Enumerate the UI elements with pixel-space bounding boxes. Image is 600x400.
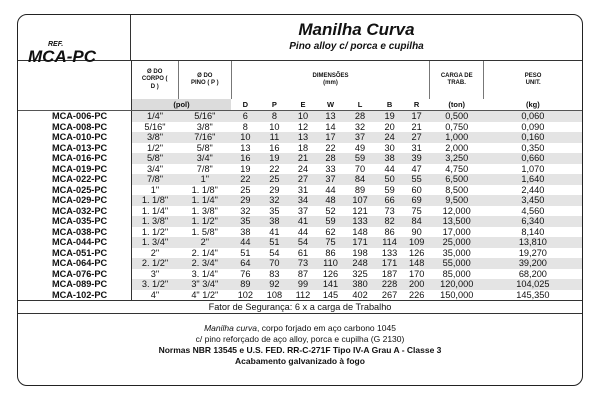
cell-r: 200 xyxy=(404,279,430,290)
cell-corpo: 3/8" xyxy=(131,132,178,143)
cell-pino: 2. 1/4" xyxy=(191,247,218,258)
cell-l: 89 xyxy=(354,184,366,195)
cell-e: 112 xyxy=(295,289,311,300)
cell-pino: 2" xyxy=(178,237,231,248)
table-row xyxy=(18,164,582,175)
cell-p: 29 xyxy=(269,184,280,195)
cell-r: 17 xyxy=(404,111,430,122)
cell-l: 248 xyxy=(345,258,376,269)
table-row xyxy=(18,195,582,206)
unit-letter-r: R xyxy=(404,99,430,111)
cell-w: 62 xyxy=(325,226,336,237)
cell-b: 171 xyxy=(376,258,404,269)
cell-pino: 1. 3/8" xyxy=(191,205,218,216)
cell-ref: MCA-064-PC xyxy=(18,258,131,269)
spec-sheet xyxy=(17,14,583,386)
cell-carga: 55,000 xyxy=(430,258,484,269)
header-carga: CARGA DE TRAB. xyxy=(430,61,484,99)
table-row xyxy=(18,153,582,164)
cell-d: 32 xyxy=(240,205,251,216)
ref-code: MCA-PC xyxy=(28,47,96,66)
cell-r: 31 xyxy=(411,142,422,153)
cell-ref: MCA-008-PC xyxy=(18,122,131,133)
cell-carga: 150,000 xyxy=(440,289,474,300)
cell-pino: 5/8" xyxy=(196,142,213,153)
table-row xyxy=(18,269,582,280)
note-line-3: Normas NBR 13545 e U.S. FED. RR-C-271F Tipo IV-A Grau A - Classe 3 xyxy=(158,345,442,355)
cell-b: 44 xyxy=(384,163,395,174)
cell-l: 70 xyxy=(354,163,366,174)
cell-peso: 0,350 xyxy=(521,142,545,153)
cell-d: 13 xyxy=(240,142,251,153)
cell-carga: 13,500 xyxy=(430,216,484,227)
header-dimensoes: DIMENSÕES (mm) xyxy=(231,61,429,99)
cell-d: 35 xyxy=(231,216,259,227)
page-title: Manilha Curva xyxy=(298,20,415,39)
cell-carga: 25,000 xyxy=(430,237,484,248)
note-line-1-italic: Manilha curva xyxy=(204,323,257,333)
cell-r: 84 xyxy=(404,216,430,227)
cell-l: 107 xyxy=(345,195,376,206)
cell-corpo: 7/8" xyxy=(131,174,178,185)
cell-e: 87 xyxy=(297,268,309,279)
cell-peso: 0,060 xyxy=(484,111,582,122)
cell-e: 41 xyxy=(289,216,316,227)
cell-e: 31 xyxy=(297,184,309,195)
cell-peso: 2,440 xyxy=(521,184,545,195)
table-row xyxy=(18,290,582,301)
cell-w: 17 xyxy=(316,132,344,143)
cell-peso: 0,660 xyxy=(484,153,582,164)
cell-carga: 0,750 xyxy=(445,121,469,132)
cell-pino: 1. 5/8" xyxy=(191,226,218,237)
cell-e: 99 xyxy=(289,279,316,290)
cell-b: 187 xyxy=(381,268,398,279)
cell-e: 73 xyxy=(289,258,316,269)
cell-corpo: 3" xyxy=(150,268,160,279)
cell-b: 228 xyxy=(376,279,404,290)
cell-carga: 120,000 xyxy=(430,279,484,290)
cell-corpo: 2. 1/2" xyxy=(131,258,178,269)
cell-l: 28 xyxy=(345,111,376,122)
cell-pino: 7/16" xyxy=(178,132,231,143)
cell-p: 83 xyxy=(269,268,280,279)
note-line-2: c/ pino reforçado de aço alloy, porca e cupilha (G 2130) xyxy=(195,334,405,344)
cell-l: 59 xyxy=(345,153,376,164)
table-row xyxy=(18,122,582,133)
cell-d: 19 xyxy=(240,163,251,174)
table-row xyxy=(18,143,582,154)
cell-p: 32 xyxy=(259,195,289,206)
cell-p: 19 xyxy=(259,153,289,164)
cell-corpo: 1/4" xyxy=(131,111,178,122)
cell-d: 64 xyxy=(231,258,259,269)
cell-e: 24 xyxy=(297,163,309,174)
cell-b: 86 xyxy=(384,226,395,237)
cell-l: 133 xyxy=(345,216,376,227)
cell-corpo: 1. 1/8" xyxy=(131,195,178,206)
cell-w: 28 xyxy=(316,153,344,164)
cell-b: 19 xyxy=(376,111,404,122)
cell-l: 148 xyxy=(352,226,368,237)
cell-d: 8 xyxy=(242,121,248,132)
spec-table xyxy=(18,61,582,300)
cell-ref: MCA-013-PC xyxy=(18,143,131,154)
cell-r: 226 xyxy=(408,289,425,300)
cell-b: 73 xyxy=(384,205,395,216)
cell-pino: 3/4" xyxy=(178,153,231,164)
cell-corpo: 1" xyxy=(150,184,160,195)
header-pino: Ø DO PINO ( P ) xyxy=(178,61,231,99)
cell-p: 41 xyxy=(269,226,280,237)
cell-b: 66 xyxy=(376,195,404,206)
cell-w: 141 xyxy=(316,279,344,290)
cell-carga: 0,500 xyxy=(430,111,484,122)
cell-w: 52 xyxy=(325,205,336,216)
cell-w: 48 xyxy=(316,195,344,206)
cell-carga: 2,000 xyxy=(445,142,469,153)
cell-b: 30 xyxy=(384,142,395,153)
table-row xyxy=(18,206,582,217)
cell-pino: 7/8" xyxy=(196,163,213,174)
cell-r: 126 xyxy=(408,247,425,258)
cell-p: 22 xyxy=(269,163,280,174)
cell-w: 126 xyxy=(322,268,339,279)
table-row xyxy=(18,279,582,290)
cell-b: 59 xyxy=(384,184,395,195)
cell-peso: 13,810 xyxy=(484,237,582,248)
cell-d: 76 xyxy=(240,268,251,279)
cell-d: 89 xyxy=(231,279,259,290)
cell-peso: 8,140 xyxy=(521,226,545,237)
title-block xyxy=(131,15,582,60)
cell-e: 61 xyxy=(297,247,309,258)
notes-block xyxy=(18,314,582,367)
cell-r: 39 xyxy=(404,153,430,164)
cell-ref: MCA-022-PC xyxy=(18,174,131,185)
cell-peso: 39,200 xyxy=(484,258,582,269)
cell-d: 6 xyxy=(231,111,259,122)
cell-l: 121 xyxy=(352,205,368,216)
unit-letter-l: L xyxy=(345,99,376,111)
table-row xyxy=(18,111,582,122)
cell-peso: 19,270 xyxy=(518,247,547,258)
cell-corpo: 1. 3/8" xyxy=(131,216,178,227)
cell-d: 38 xyxy=(240,226,251,237)
cell-p: 10 xyxy=(269,121,280,132)
cell-ref: MCA-044-PC xyxy=(18,237,131,248)
cell-ref: MCA-029-PC xyxy=(18,195,131,206)
cell-d: 102 xyxy=(237,289,254,300)
page-subtitle: Pino alloy c/ porca e cupilha xyxy=(289,41,424,52)
cell-d: 10 xyxy=(231,132,259,143)
table-row xyxy=(18,237,582,248)
cell-carga: 9,500 xyxy=(430,195,484,206)
table-row xyxy=(18,216,582,227)
cell-e: 54 xyxy=(289,237,316,248)
cell-pino: 1. 1/4" xyxy=(178,195,231,206)
cell-l: 37 xyxy=(345,132,376,143)
unit-letter-w: W xyxy=(316,99,344,111)
cell-pino: 1. 1/2" xyxy=(178,216,231,227)
cell-w: 59 xyxy=(316,216,344,227)
cell-ref: MCA-035-PC xyxy=(18,216,131,227)
cell-corpo: 1. 3/4" xyxy=(131,237,178,248)
unit-letter-b: B xyxy=(376,99,404,111)
cell-pino: 2. 3/4" xyxy=(178,258,231,269)
cell-carga: 85,000 xyxy=(442,268,471,279)
cell-b: 82 xyxy=(376,216,404,227)
cell-b: 267 xyxy=(381,289,398,300)
cell-carga: 1,000 xyxy=(430,132,484,143)
cell-ref: MCA-016-PC xyxy=(18,153,131,164)
cell-p: 35 xyxy=(269,205,280,216)
cell-pino: 3. 1/4" xyxy=(191,268,218,279)
cell-carga: 6,500 xyxy=(430,174,484,185)
unit-row xyxy=(18,99,582,111)
cell-pino: 1" xyxy=(178,174,231,185)
cell-corpo: 5/16" xyxy=(144,121,166,132)
ref-cell xyxy=(18,15,131,66)
cell-b: 50 xyxy=(376,174,404,185)
cell-p: 92 xyxy=(259,279,289,290)
cell-b: 20 xyxy=(384,121,395,132)
cell-e: 13 xyxy=(289,132,316,143)
cell-peso: 104,025 xyxy=(484,279,582,290)
unit-letter-e: E xyxy=(289,99,316,111)
cell-pino: 3/8" xyxy=(196,121,213,132)
unit-letter-p: P xyxy=(259,99,289,111)
cell-l: 380 xyxy=(345,279,376,290)
cell-corpo: 1. 1/4" xyxy=(141,205,169,216)
cell-p: 51 xyxy=(259,237,289,248)
cell-l: 198 xyxy=(352,247,368,258)
unit-letter-d: D xyxy=(231,99,259,111)
cell-corpo: 4" xyxy=(150,289,160,300)
cell-p: 16 xyxy=(269,142,280,153)
cell-peso: 68,200 xyxy=(518,268,547,279)
cell-w: 145 xyxy=(322,289,339,300)
cell-ref: MCA-019-PC xyxy=(18,164,131,175)
cell-peso: 0,160 xyxy=(484,132,582,143)
cell-b: 114 xyxy=(376,237,404,248)
cell-w: 14 xyxy=(325,121,336,132)
cell-peso: 6,340 xyxy=(484,216,582,227)
cell-e: 34 xyxy=(289,195,316,206)
cell-l: 84 xyxy=(345,174,376,185)
cell-peso: 145,350 xyxy=(516,289,550,300)
cell-ref: MCA-102-PC xyxy=(18,290,131,301)
cell-r: 170 xyxy=(408,268,425,279)
cell-ref: MCA-025-PC xyxy=(18,185,131,196)
cell-carga: 17,000 xyxy=(442,226,471,237)
cell-carga: 4,750 xyxy=(445,163,469,174)
cell-ref: MCA-089-PC xyxy=(18,279,131,290)
cell-d: 22 xyxy=(231,174,259,185)
cell-w: 75 xyxy=(316,237,344,248)
cell-e: 12 xyxy=(297,121,309,132)
cell-corpo: 1. 1/2" xyxy=(141,226,169,237)
cell-corpo: 3. 1/2" xyxy=(131,279,178,290)
cell-pino: 5/16" xyxy=(178,111,231,122)
cell-corpo: 2" xyxy=(150,247,160,258)
cell-l: 49 xyxy=(354,142,366,153)
cell-w: 22 xyxy=(325,142,336,153)
cell-peso: 4,560 xyxy=(521,205,545,216)
cell-r: 90 xyxy=(411,226,422,237)
note-line-4: Acabamento galvanizado à fogo xyxy=(235,356,365,366)
cell-l: 402 xyxy=(352,289,368,300)
cell-r: 148 xyxy=(404,258,430,269)
cell-peso: 1,640 xyxy=(484,174,582,185)
cell-w: 33 xyxy=(325,163,336,174)
cell-carga: 35,000 xyxy=(442,247,471,258)
cell-pino: 4" 1/2" xyxy=(191,289,219,300)
cell-p: 25 xyxy=(259,174,289,185)
cell-e: 21 xyxy=(289,153,316,164)
cell-pino: 3" 3/4" xyxy=(178,279,231,290)
cell-w: 44 xyxy=(325,184,336,195)
column-header-row xyxy=(18,61,582,99)
cell-peso: 0,090 xyxy=(521,121,545,132)
cell-b: 38 xyxy=(376,153,404,164)
cell-pino: 1. 1/8" xyxy=(191,184,218,195)
ref-label: REF. xyxy=(48,41,64,48)
cell-l: 325 xyxy=(352,268,368,279)
unit-kg: (kg) xyxy=(484,99,582,111)
cell-p: 54 xyxy=(269,247,280,258)
cell-w: 13 xyxy=(316,111,344,122)
cell-corpo: 5/8" xyxy=(131,153,178,164)
cell-ref: MCA-076-PC xyxy=(18,269,131,280)
header-ref-cell xyxy=(18,61,131,99)
unit-ton: (ton) xyxy=(430,99,484,111)
cell-corpo: 3/4" xyxy=(146,163,163,174)
cell-p: 38 xyxy=(259,216,289,227)
cell-ref: MCA-010-PC xyxy=(18,132,131,143)
cell-d: 51 xyxy=(240,247,251,258)
cell-e: 27 xyxy=(289,174,316,185)
unit-ref-cell xyxy=(18,99,131,111)
cell-w: 110 xyxy=(316,258,344,269)
spec-table-body xyxy=(18,61,582,300)
cell-d: 29 xyxy=(231,195,259,206)
cell-ref: MCA-038-PC xyxy=(18,227,131,238)
cell-d: 44 xyxy=(231,237,259,248)
table-row xyxy=(18,185,582,196)
cell-l: 171 xyxy=(345,237,376,248)
cell-w: 86 xyxy=(325,247,336,258)
cell-ref: MCA-032-PC xyxy=(18,206,131,217)
cell-p: 11 xyxy=(259,132,289,143)
cell-b: 133 xyxy=(381,247,398,258)
table-row xyxy=(18,174,582,185)
cell-r: 47 xyxy=(411,163,422,174)
cell-p: 8 xyxy=(259,111,289,122)
cell-r: 55 xyxy=(404,174,430,185)
table-row xyxy=(18,258,582,269)
header-corpo: Ø DO CORPO ( D ) xyxy=(141,68,168,90)
cell-e: 44 xyxy=(297,226,309,237)
cell-corpo: 1/2" xyxy=(146,142,163,153)
cell-w: 37 xyxy=(316,174,344,185)
cell-b: 24 xyxy=(376,132,404,143)
header-row xyxy=(18,15,582,66)
cell-p: 70 xyxy=(259,258,289,269)
cell-r: 69 xyxy=(404,195,430,206)
cell-e: 18 xyxy=(297,142,309,153)
cell-carga: 8,500 xyxy=(445,184,469,195)
cell-r: 27 xyxy=(404,132,430,143)
cell-d: 25 xyxy=(240,184,251,195)
unit-pol: (pol) xyxy=(131,99,231,111)
table-row xyxy=(18,132,582,143)
cell-carga: 3,250 xyxy=(430,153,484,164)
cell-r: 60 xyxy=(411,184,422,195)
note-line-1 xyxy=(18,323,582,334)
cell-peso: 3,450 xyxy=(484,195,582,206)
cell-carga: 12,000 xyxy=(442,205,471,216)
cell-p: 108 xyxy=(266,289,283,300)
header-peso: PESO UNIT. xyxy=(484,61,582,99)
cell-ref: MCA-006-PC xyxy=(18,111,131,122)
cell-ref: MCA-051-PC xyxy=(18,248,131,259)
table-row xyxy=(18,248,582,259)
cell-r: 109 xyxy=(404,237,430,248)
cell-e: 10 xyxy=(289,111,316,122)
cell-e: 37 xyxy=(297,205,309,216)
note-line-1-rest: , corpo forjado em aço carbono 1045 xyxy=(257,323,396,333)
cell-d: 16 xyxy=(231,153,259,164)
safety-factor: Fator de Segurança: 6 x a carga de Trabalho xyxy=(18,300,582,314)
cell-r: 75 xyxy=(411,205,422,216)
cell-r: 21 xyxy=(411,121,422,132)
table-row xyxy=(18,227,582,238)
cell-peso: 1,070 xyxy=(521,163,545,174)
cell-l: 32 xyxy=(354,121,366,132)
